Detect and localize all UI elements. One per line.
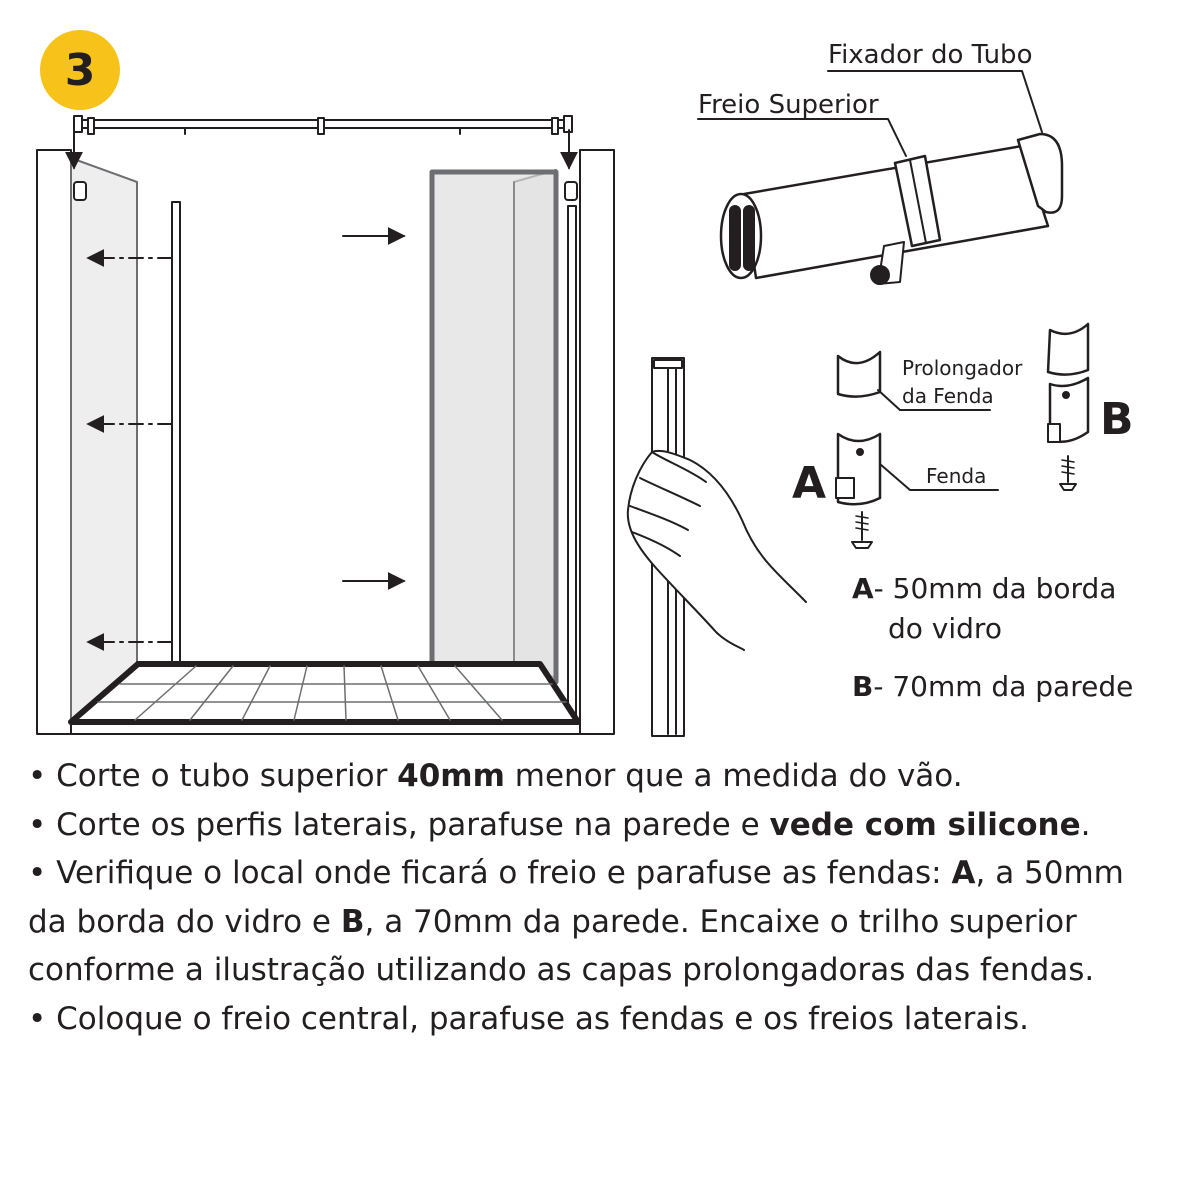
instruction-2-pre: • Corte os perfis laterais, parafuse na parede e: [28, 806, 770, 843]
spec-a-letter: A: [852, 572, 874, 605]
instruction-1-pre: • Corte o tubo superior: [28, 758, 398, 794]
shower-enclosure-illustration: [37, 116, 614, 734]
instruction-line-1: [28, 752, 1178, 801]
instruction-1-post: menor que a medida do vão.: [504, 758, 963, 794]
instruction-3-post: , a 50mm: [975, 855, 1124, 891]
instruction-2-bold: vede com silicone: [769, 806, 1081, 843]
label-freio-superior: Freio Superior: [698, 90, 879, 120]
instruction-line-5: conforme a ilustração utilizando as capas prolongadoras das fendas.: [28, 952, 1095, 988]
instruction-4-post: , a 70mm da parede. Encaixe o trilho superior: [364, 903, 1077, 940]
instruction-4-bold-b: B: [340, 903, 365, 940]
label-fixador-tubo: Fixador do Tubo: [828, 40, 1033, 70]
instruction-line-4: [28, 898, 1178, 947]
label-prolongador-line2: da Fenda: [902, 384, 994, 408]
spec-a-line1: [852, 572, 1116, 606]
instruction-1-bold: 40mm: [397, 758, 505, 794]
spec-b-letter: B: [852, 670, 874, 703]
instruction-line-2: [28, 801, 1178, 850]
label-letter-a: A: [792, 458, 827, 509]
spec-a-line2: do vidro: [888, 612, 1002, 645]
hand-holding-profile-illustration: [628, 358, 806, 736]
slot-clip-b-illustration: [1048, 324, 1088, 490]
instruction-2-post: .: [1080, 806, 1091, 843]
instruction-line-3: [28, 849, 1178, 898]
step-number: 3: [64, 44, 96, 96]
spec-b-text: - 70mm da parede: [873, 670, 1134, 703]
spec-b: [852, 670, 1133, 704]
instruction-line-6: • Coloque o freio central, parafuse as fendas e os freios laterais.: [28, 1000, 1029, 1037]
spec-a-text-line1: - 50mm da borda: [873, 572, 1117, 605]
label-letter-b: B: [1100, 394, 1134, 445]
instruction-3-bold-a: A: [951, 855, 976, 891]
slot-clip-a-illustration: [836, 434, 998, 548]
label-prolongador-line1: Prolongador: [902, 356, 1023, 380]
label-fenda: Fenda: [926, 464, 987, 488]
instructions: [28, 752, 1178, 1043]
instruction-3-pre: • Verifique o local onde ficará o freio e parafuse as fendas:: [28, 855, 952, 891]
instruction-4-pre: da borda do vidro e: [28, 903, 341, 940]
